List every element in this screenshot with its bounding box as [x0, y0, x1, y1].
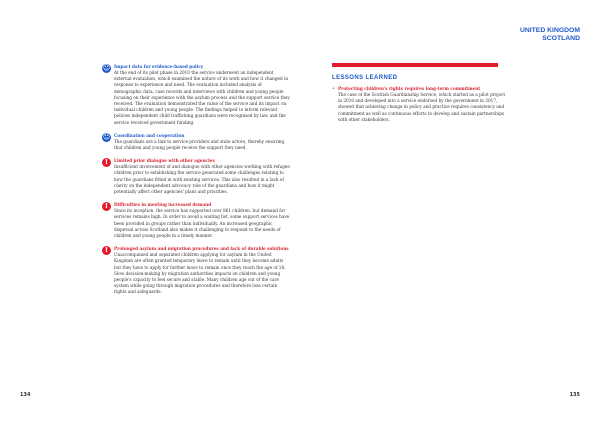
evaluation-item [102, 64, 290, 126]
item-body: At the end of its pilot phase in 2010 the service underwent an independent external evaluation, which examined the nature of its work and how it changed in response to experience and need. The evaluation included analysis of demographic data, case records and interviews with children and young people focusing on their experience with the asylum process and the support service they received. The evaluation demonstrated the value of the service and its impact on individual children and young people. The findings helped to inform relevant policies independent child trafficking guardians were recognised by law, and the service received government funding. [114, 70, 290, 125]
page-number-right: 135 [569, 392, 580, 398]
smile-icon: ☺ [102, 132, 111, 141]
item-title: Coordination and cooperation [114, 132, 185, 138]
evaluation-list [102, 64, 290, 303]
exclamation-icon: ! [102, 246, 111, 255]
lessons-list [332, 86, 508, 123]
evaluation-item [102, 132, 290, 151]
lessons-heading: LESSONS LEARNED [332, 75, 398, 81]
item-body: Unaccompanied and separated children applying for asylum in the United Kingdom are often granted temporary leave to remain until they become adults but they have to apply for further leave to remain once they reach the age of 18. Slow decision-making by migration authorities impacts on children and young people's capacity to feel secure and stable. Many children age out of the care system while going through migration procedures and therefore lose certain rights and safeguards. [114, 252, 286, 295]
item-title: Prolonged asylum and migration procedures and lack of durable solutions [114, 246, 289, 252]
country-name: UNITED KINGDOM [519, 27, 580, 34]
exclamation-icon: ! [102, 202, 111, 211]
lesson-title: Protecting children's rights requires long-term commitment [338, 86, 481, 91]
region-name: SCOTLAND [542, 35, 580, 42]
right-page [300, 0, 600, 424]
item-body: The guardians are a link to service providers and state actors, thereby ensuring that children and young people receive the support they need. [114, 138, 285, 151]
evaluation-item [104, 158, 290, 195]
item-body: Since its inception, the service has supported over 861 children, but demand for services remains high. In order to avoid a waiting list, some support services have been provided in groups rather than individually. An increased geographic dispersal across Scotland also makes it challenging to respond to the needs of children and young people in a timely manner. [114, 208, 290, 239]
smile-icon: ☺ [102, 64, 111, 72]
bullet-icon: • [332, 86, 335, 92]
lesson-item [332, 86, 508, 123]
lessons-learned-section [332, 75, 508, 123]
evaluation-item [104, 246, 290, 295]
item-title: Impact data for evidence-based policy [114, 64, 204, 69]
country-label [520, 27, 580, 43]
accent-bar [332, 63, 498, 67]
page-number-left: 134 [20, 392, 31, 398]
item-title: Difficulties in meeting increased demand [114, 202, 212, 208]
item-body: Insufficient involvement of and dialogue with other agencies working with refugee children prior to establishing the service generated some challenges relating to how the guardians fitted in with existing services. This also resulted in a lack of clarity on the independent advocacy role of the guardians and how it might potentially affect other agencies' plans and priorities. [114, 164, 290, 195]
exclamation-icon: ! [102, 158, 111, 167]
lesson-body: The case of the Scottish Guardianship Service, which started as a pilot project in 2010 and developed into a service endorsed by the government in 2017, showed that achieving change in policy and practice requires consistency and commitment as well as continuous efforts to develop and sustain partnerships with other stakeholders. [338, 92, 505, 122]
item-title: Limited prior dialogue with other agencies [114, 158, 215, 164]
evaluation-item [104, 202, 290, 239]
